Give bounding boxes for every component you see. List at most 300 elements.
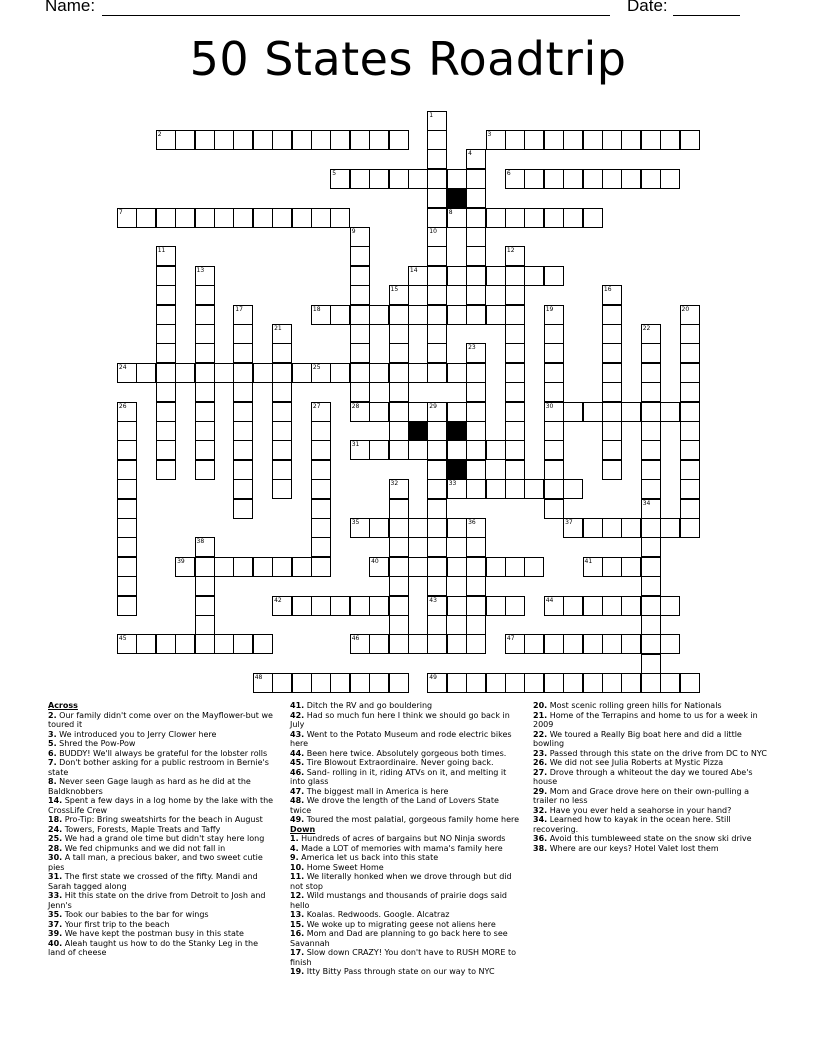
grid-cell[interactable] <box>292 596 312 616</box>
grid-cell[interactable] <box>389 518 409 538</box>
grid-cell[interactable] <box>389 499 409 519</box>
grid-cell[interactable] <box>660 130 680 150</box>
grid-cell[interactable] <box>563 169 583 189</box>
grid-cell[interactable] <box>621 557 641 577</box>
grid-cell[interactable] <box>311 460 331 480</box>
grid-cell[interactable] <box>621 130 641 150</box>
grid-cell[interactable] <box>330 596 350 616</box>
grid-cell[interactable] <box>641 634 661 654</box>
grid-cell[interactable] <box>544 460 564 480</box>
grid-cell[interactable] <box>505 324 525 344</box>
grid-cell[interactable] <box>253 208 273 228</box>
grid-cell[interactable] <box>544 479 564 499</box>
grid-cell[interactable] <box>466 615 486 635</box>
grid-cell[interactable] <box>233 324 253 344</box>
grid-cell[interactable] <box>621 402 641 422</box>
grid-cell[interactable] <box>486 673 506 693</box>
grid-cell[interactable] <box>427 518 447 538</box>
grid-cell[interactable] <box>311 499 331 519</box>
grid-cell[interactable] <box>117 479 137 499</box>
grid-cell[interactable] <box>350 343 370 363</box>
grid-cell[interactable] <box>621 169 641 189</box>
grid-cell[interactable] <box>505 421 525 441</box>
grid-cell[interactable] <box>641 596 661 616</box>
grid-cell[interactable] <box>311 557 331 577</box>
grid-cell[interactable] <box>117 460 137 480</box>
grid-cell[interactable] <box>486 557 506 577</box>
grid-cell[interactable] <box>369 440 389 460</box>
grid-cell[interactable] <box>427 460 447 480</box>
grid-cell[interactable] <box>272 343 292 363</box>
grid-cell[interactable] <box>427 537 447 557</box>
grid-cell[interactable] <box>369 673 389 693</box>
grid-cell[interactable] <box>505 363 525 383</box>
grid-cell[interactable] <box>195 208 215 228</box>
grid-cell[interactable] <box>466 421 486 441</box>
grid-cell[interactable] <box>389 324 409 344</box>
grid-cell[interactable] <box>195 363 215 383</box>
grid-cell[interactable] <box>680 479 700 499</box>
grid-cell[interactable] <box>602 596 622 616</box>
grid-cell[interactable] <box>641 440 661 460</box>
grid-cell[interactable] <box>195 615 215 635</box>
grid-cell[interactable] <box>583 518 603 538</box>
grid-cell[interactable] <box>505 305 525 325</box>
grid-cell[interactable] <box>466 382 486 402</box>
grid-cell[interactable] <box>505 130 525 150</box>
grid-cell[interactable] <box>233 634 253 654</box>
grid-cell[interactable] <box>466 363 486 383</box>
grid-cell[interactable] <box>156 324 176 344</box>
grid-cell[interactable] <box>641 363 661 383</box>
grid-cell[interactable] <box>175 634 195 654</box>
grid-cell[interactable] <box>447 557 467 577</box>
grid-cell[interactable] <box>621 518 641 538</box>
grid-cell[interactable] <box>466 460 486 480</box>
grid-cell[interactable] <box>524 634 544 654</box>
grid-cell[interactable] <box>369 363 389 383</box>
grid-cell[interactable] <box>117 440 137 460</box>
grid-cell[interactable] <box>292 363 312 383</box>
grid-cell[interactable] <box>311 421 331 441</box>
grid-cell[interactable] <box>563 596 583 616</box>
grid-cell[interactable] <box>680 421 700 441</box>
grid-cell[interactable] <box>175 208 195 228</box>
grid-cell[interactable] <box>350 596 370 616</box>
grid-cell[interactable] <box>505 440 525 460</box>
grid-cell[interactable] <box>369 130 389 150</box>
grid-cell[interactable] <box>369 518 389 538</box>
grid-cell[interactable] <box>427 324 447 344</box>
grid-cell[interactable] <box>544 363 564 383</box>
grid-cell[interactable] <box>272 382 292 402</box>
grid-cell[interactable] <box>602 324 622 344</box>
grid-cell[interactable] <box>272 130 292 150</box>
grid-cell[interactable] <box>311 208 331 228</box>
grid-cell[interactable] <box>408 363 428 383</box>
grid-cell[interactable] <box>621 596 641 616</box>
grid-cell[interactable] <box>427 634 447 654</box>
grid-cell[interactable] <box>156 363 176 383</box>
grid-cell[interactable] <box>602 169 622 189</box>
grid-cell[interactable] <box>680 518 700 538</box>
grid-cell[interactable] <box>156 285 176 305</box>
grid-cell[interactable] <box>427 421 447 441</box>
grid-cell[interactable] <box>447 518 467 538</box>
grid-cell[interactable] <box>117 557 137 577</box>
grid-cell[interactable] <box>214 130 234 150</box>
grid-cell[interactable] <box>680 499 700 519</box>
grid-cell[interactable] <box>641 537 661 557</box>
grid-cell[interactable] <box>389 382 409 402</box>
grid-cell[interactable] <box>544 324 564 344</box>
grid-cell[interactable] <box>486 266 506 286</box>
grid-cell[interactable] <box>466 634 486 654</box>
grid-cell[interactable] <box>660 402 680 422</box>
grid-cell[interactable] <box>427 149 447 169</box>
grid-cell[interactable] <box>350 305 370 325</box>
grid-cell[interactable] <box>408 440 428 460</box>
grid-cell[interactable] <box>641 382 661 402</box>
grid-cell[interactable] <box>350 266 370 286</box>
grid-cell[interactable] <box>680 440 700 460</box>
grid-cell[interactable] <box>408 557 428 577</box>
grid-cell[interactable] <box>350 285 370 305</box>
grid-cell[interactable] <box>447 634 467 654</box>
grid-cell[interactable] <box>602 382 622 402</box>
grid-cell[interactable] <box>136 363 156 383</box>
grid-cell[interactable] <box>136 634 156 654</box>
grid-cell[interactable] <box>369 596 389 616</box>
grid-cell[interactable] <box>117 518 137 538</box>
grid-cell[interactable] <box>292 208 312 228</box>
grid-cell[interactable] <box>253 130 273 150</box>
grid-cell[interactable] <box>427 246 447 266</box>
grid-cell[interactable] <box>156 305 176 325</box>
grid-cell[interactable] <box>117 596 137 616</box>
grid-cell[interactable] <box>524 208 544 228</box>
grid-cell[interactable] <box>486 305 506 325</box>
grid-cell[interactable] <box>427 440 447 460</box>
grid-cell[interactable] <box>156 208 176 228</box>
grid-cell[interactable] <box>505 343 525 363</box>
grid-cell[interactable] <box>602 343 622 363</box>
grid-cell[interactable] <box>447 596 467 616</box>
grid-cell[interactable] <box>195 324 215 344</box>
grid-cell[interactable] <box>272 440 292 460</box>
grid-cell[interactable] <box>389 363 409 383</box>
grid-cell[interactable] <box>117 499 137 519</box>
grid-cell[interactable] <box>233 460 253 480</box>
grid-cell[interactable] <box>389 343 409 363</box>
grid-cell[interactable] <box>350 169 370 189</box>
grid-cell[interactable] <box>447 363 467 383</box>
grid-cell[interactable] <box>602 460 622 480</box>
grid-cell[interactable] <box>563 130 583 150</box>
grid-cell[interactable] <box>660 518 680 538</box>
grid-cell[interactable] <box>447 673 467 693</box>
grid-cell[interactable] <box>175 363 195 383</box>
grid-cell[interactable] <box>427 169 447 189</box>
grid-cell[interactable] <box>427 615 447 635</box>
grid-cell[interactable] <box>660 169 680 189</box>
grid-cell[interactable] <box>641 460 661 480</box>
grid-cell[interactable] <box>427 130 447 150</box>
grid-cell[interactable] <box>563 402 583 422</box>
grid-cell[interactable] <box>660 673 680 693</box>
grid-cell[interactable] <box>544 499 564 519</box>
grid-cell[interactable] <box>195 557 215 577</box>
grid-cell[interactable] <box>117 421 137 441</box>
grid-cell[interactable] <box>195 402 215 422</box>
grid-cell[interactable] <box>447 402 467 422</box>
grid-cell[interactable] <box>563 208 583 228</box>
grid-cell[interactable] <box>195 460 215 480</box>
grid-cell[interactable] <box>602 305 622 325</box>
grid-cell[interactable] <box>427 576 447 596</box>
grid-cell[interactable] <box>233 557 253 577</box>
grid-cell[interactable] <box>175 130 195 150</box>
grid-cell[interactable] <box>505 402 525 422</box>
grid-cell[interactable] <box>680 324 700 344</box>
grid-cell[interactable] <box>389 615 409 635</box>
grid-cell[interactable] <box>233 208 253 228</box>
grid-cell[interactable] <box>369 169 389 189</box>
grid-cell[interactable] <box>602 634 622 654</box>
grid-cell[interactable] <box>583 673 603 693</box>
grid-cell[interactable] <box>524 673 544 693</box>
grid-cell[interactable] <box>641 402 661 422</box>
grid-cell[interactable] <box>389 537 409 557</box>
grid-cell[interactable] <box>195 285 215 305</box>
grid-cell[interactable] <box>427 499 447 519</box>
grid-cell[interactable] <box>544 673 564 693</box>
grid-cell[interactable] <box>195 343 215 363</box>
grid-cell[interactable] <box>466 440 486 460</box>
grid-cell[interactable] <box>583 208 603 228</box>
grid-cell[interactable] <box>486 440 506 460</box>
grid-cell[interactable] <box>680 343 700 363</box>
grid-cell[interactable] <box>156 440 176 460</box>
grid-cell[interactable] <box>233 402 253 422</box>
grid-cell[interactable] <box>505 673 525 693</box>
grid-cell[interactable] <box>117 537 137 557</box>
grid-cell[interactable] <box>136 208 156 228</box>
grid-cell[interactable] <box>214 557 234 577</box>
grid-cell[interactable] <box>447 305 467 325</box>
grid-cell[interactable] <box>195 421 215 441</box>
grid-cell[interactable] <box>621 634 641 654</box>
grid-cell[interactable] <box>447 266 467 286</box>
grid-cell[interactable] <box>602 363 622 383</box>
grid-cell[interactable] <box>641 130 661 150</box>
grid-cell[interactable] <box>641 557 661 577</box>
grid-cell[interactable] <box>350 246 370 266</box>
grid-cell[interactable] <box>156 402 176 422</box>
grid-cell[interactable] <box>156 634 176 654</box>
grid-cell[interactable] <box>350 673 370 693</box>
grid-cell[interactable] <box>544 634 564 654</box>
grid-cell[interactable] <box>524 169 544 189</box>
grid-cell[interactable] <box>427 285 447 305</box>
grid-cell[interactable] <box>292 130 312 150</box>
grid-cell[interactable] <box>602 130 622 150</box>
grid-cell[interactable] <box>466 208 486 228</box>
grid-cell[interactable] <box>602 518 622 538</box>
grid-cell[interactable] <box>156 382 176 402</box>
grid-cell[interactable] <box>641 169 661 189</box>
grid-cell[interactable] <box>583 130 603 150</box>
grid-cell[interactable] <box>641 654 661 674</box>
grid-cell[interactable] <box>660 596 680 616</box>
grid-cell[interactable] <box>524 130 544 150</box>
grid-cell[interactable] <box>311 440 331 460</box>
grid-cell[interactable] <box>389 402 409 422</box>
grid-cell[interactable] <box>466 537 486 557</box>
grid-cell[interactable] <box>233 343 253 363</box>
grid-cell[interactable] <box>233 382 253 402</box>
grid-cell[interactable] <box>369 402 389 422</box>
grid-cell[interactable] <box>486 479 506 499</box>
grid-cell[interactable] <box>272 208 292 228</box>
grid-cell[interactable] <box>233 130 253 150</box>
grid-cell[interactable] <box>292 673 312 693</box>
grid-cell[interactable] <box>486 208 506 228</box>
grid-cell[interactable] <box>505 382 525 402</box>
grid-cell[interactable] <box>389 440 409 460</box>
grid-cell[interactable] <box>330 130 350 150</box>
grid-cell[interactable] <box>466 246 486 266</box>
grid-cell[interactable] <box>233 440 253 460</box>
grid-cell[interactable] <box>427 363 447 383</box>
grid-cell[interactable] <box>641 343 661 363</box>
grid-cell[interactable] <box>408 169 428 189</box>
grid-cell[interactable] <box>233 499 253 519</box>
grid-cell[interactable] <box>505 596 525 616</box>
grid-cell[interactable] <box>369 634 389 654</box>
grid-cell[interactable] <box>641 479 661 499</box>
grid-cell[interactable] <box>680 363 700 383</box>
grid-cell[interactable] <box>563 479 583 499</box>
grid-cell[interactable] <box>544 169 564 189</box>
grid-cell[interactable] <box>466 479 486 499</box>
grid-cell[interactable] <box>156 343 176 363</box>
grid-cell[interactable] <box>660 634 680 654</box>
grid-cell[interactable] <box>408 402 428 422</box>
grid-cell[interactable] <box>195 305 215 325</box>
grid-cell[interactable] <box>505 208 525 228</box>
grid-cell[interactable] <box>117 576 137 596</box>
grid-cell[interactable] <box>214 634 234 654</box>
grid-cell[interactable] <box>369 305 389 325</box>
grid-cell[interactable] <box>544 266 564 286</box>
grid-cell[interactable] <box>389 634 409 654</box>
grid-cell[interactable] <box>466 673 486 693</box>
grid-cell[interactable] <box>602 557 622 577</box>
grid-cell[interactable] <box>563 673 583 693</box>
grid-cell[interactable] <box>505 285 525 305</box>
grid-cell[interactable] <box>680 402 700 422</box>
grid-cell[interactable] <box>195 576 215 596</box>
grid-cell[interactable] <box>272 460 292 480</box>
grid-cell[interactable] <box>524 266 544 286</box>
grid-cell[interactable] <box>602 440 622 460</box>
grid-cell[interactable] <box>350 363 370 383</box>
grid-cell[interactable] <box>195 130 215 150</box>
grid-cell[interactable] <box>292 557 312 577</box>
grid-cell[interactable] <box>311 518 331 538</box>
grid-cell[interactable] <box>389 169 409 189</box>
grid-cell[interactable] <box>641 576 661 596</box>
grid-cell[interactable] <box>524 479 544 499</box>
grid-cell[interactable] <box>583 402 603 422</box>
grid-cell[interactable] <box>641 615 661 635</box>
grid-cell[interactable] <box>680 382 700 402</box>
grid-cell[interactable] <box>195 440 215 460</box>
grid-cell[interactable] <box>272 673 292 693</box>
grid-cell[interactable] <box>330 363 350 383</box>
grid-cell[interactable] <box>466 266 486 286</box>
grid-cell[interactable] <box>583 634 603 654</box>
grid-cell[interactable] <box>214 363 234 383</box>
grid-cell[interactable] <box>602 673 622 693</box>
grid-cell[interactable] <box>311 596 331 616</box>
grid-cell[interactable] <box>427 479 447 499</box>
grid-cell[interactable] <box>272 557 292 577</box>
grid-cell[interactable] <box>272 421 292 441</box>
grid-cell[interactable] <box>505 479 525 499</box>
grid-cell[interactable] <box>311 537 331 557</box>
grid-cell[interactable] <box>408 305 428 325</box>
grid-cell[interactable] <box>680 673 700 693</box>
grid-cell[interactable] <box>544 440 564 460</box>
grid-cell[interactable] <box>427 188 447 208</box>
grid-cell[interactable] <box>311 130 331 150</box>
grid-cell[interactable] <box>156 460 176 480</box>
grid-cell[interactable] <box>447 169 467 189</box>
grid-cell[interactable] <box>195 596 215 616</box>
grid-cell[interactable] <box>311 479 331 499</box>
grid-cell[interactable] <box>466 305 486 325</box>
grid-cell[interactable] <box>544 130 564 150</box>
grid-cell[interactable] <box>544 421 564 441</box>
grid-cell[interactable] <box>583 169 603 189</box>
grid-cell[interactable] <box>563 634 583 654</box>
grid-cell[interactable] <box>389 557 409 577</box>
grid-cell[interactable] <box>195 382 215 402</box>
grid-cell[interactable] <box>602 402 622 422</box>
grid-cell[interactable] <box>641 673 661 693</box>
grid-cell[interactable] <box>272 402 292 422</box>
grid-cell[interactable] <box>408 634 428 654</box>
grid-cell[interactable] <box>233 479 253 499</box>
grid-cell[interactable] <box>330 673 350 693</box>
grid-cell[interactable] <box>505 460 525 480</box>
grid-cell[interactable] <box>641 421 661 441</box>
grid-cell[interactable] <box>680 460 700 480</box>
grid-cell[interactable] <box>427 557 447 577</box>
grid-cell[interactable] <box>466 557 486 577</box>
grid-cell[interactable] <box>466 596 486 616</box>
grid-cell[interactable] <box>389 596 409 616</box>
grid-cell[interactable] <box>408 518 428 538</box>
grid-cell[interactable] <box>427 343 447 363</box>
grid-cell[interactable] <box>389 421 409 441</box>
grid-cell[interactable] <box>466 285 486 305</box>
grid-cell[interactable] <box>330 208 350 228</box>
grid-cell[interactable] <box>466 227 486 247</box>
grid-cell[interactable] <box>214 208 234 228</box>
